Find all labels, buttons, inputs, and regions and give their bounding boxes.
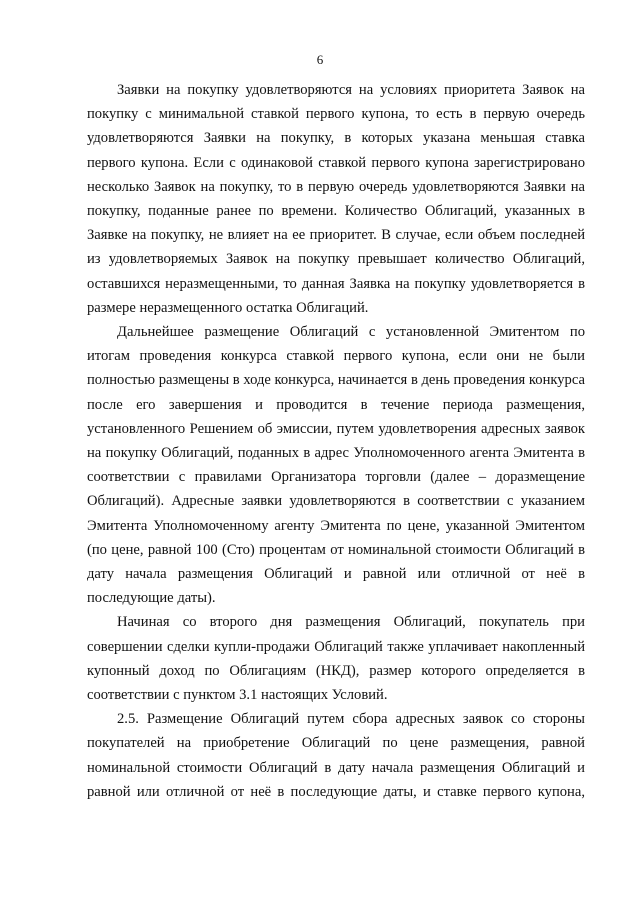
- text-line: 2.5. Размещение Облигаций путем сбора адресных заявок со стороны: [117, 711, 585, 728]
- text-line: покупку с минимальной ставкой первого купона, то есть в первую очередь: [87, 106, 585, 123]
- text-line: несколько Заявок на покупку, то в первую очередь удовлетворяются Заявки на: [87, 178, 585, 195]
- text-line: Эмитента Уполномоченному агенту Эмитента по цене, указанной Эмитентом: [87, 517, 585, 534]
- text-line: Облигаций). Адресные заявки удовлетворяются в соответствии с указанием: [87, 493, 585, 510]
- text-line: на покупку Облигаций, поданных в адрес Уполномоченного агента Эмитента в: [87, 445, 585, 462]
- paragraph: [87, 320, 585, 610]
- text-line: номинальной стоимости Облигаций в дату начала размещения Облигаций и: [87, 759, 585, 776]
- text-line: Заявке на покупку, не влияет на ее приоритет. В случае, если объем последней: [87, 227, 585, 244]
- text-line: из удовлетворяемых Заявок на покупку превышает количество Облигаций,: [87, 251, 585, 268]
- text-line: после его завершения и проводится в течение периода размещения,: [87, 396, 585, 413]
- text-line: первого купона. Если с одинаковой ставкой первого купона зарегистрировано: [87, 154, 585, 171]
- paragraph: [87, 610, 585, 707]
- text-line: удовлетворяются Заявки на покупку, в которых указана меньшая ставка: [87, 130, 585, 147]
- text-line: покупателей на приобретение Облигаций по цене размещения, равной: [87, 735, 585, 752]
- text-line: размере неразмещенного остатка Облигаций.: [87, 299, 369, 316]
- document-body: [87, 78, 585, 804]
- text-line: равной или отличной от неё в последующие даты, и ставке первого купона,: [87, 783, 585, 800]
- text-line: итогам проведения конкурса ставкой первого купона, если они не были: [87, 348, 585, 365]
- text-line: совершении сделки купли-продажи Облигаций также уплачивает накопленный: [87, 638, 585, 655]
- text-line: Заявки на покупку удовлетворяются на условиях приоритета Заявок на: [117, 82, 585, 98]
- text-line: полностью размещены в ходе конкурса, начинается в день проведения конкурса: [87, 372, 585, 389]
- page-number: 6: [316, 52, 324, 67]
- text-line: соответствии с пунктом 3.1 настоящих Условий.: [87, 687, 388, 704]
- text-line: Дальнейшее размещение Облигаций с установленной Эмитентом по: [117, 324, 585, 341]
- paragraph: [87, 707, 585, 804]
- text-line: установленного Решением об эмиссии, путем удовлетворения адресных заявок: [87, 420, 585, 437]
- text-line: соответствии с правилами Организатора торговли (далее – доразмещение: [87, 469, 585, 486]
- paragraph: [87, 78, 585, 320]
- text-line: Начиная со второго дня размещения Облигаций, покупатель при: [117, 614, 585, 631]
- text-line: последующие даты).: [87, 590, 216, 607]
- text-line: (по цене, равной 100 (Сто) процентам от номинальной стоимости Облигаций в: [87, 541, 585, 558]
- text-line: оставшихся неразмещенными, то данная Заявка на покупку удовлетворяется в: [87, 275, 585, 292]
- text-line: купонный доход по Облигациям (НКД), размер которого определяется в: [87, 662, 585, 679]
- text-line: дату начала размещения Облигаций и равной или отличной от неё в: [87, 566, 585, 583]
- text-line: покупку, поданные ранее по времени. Количество Облигаций, указанных в: [87, 203, 585, 220]
